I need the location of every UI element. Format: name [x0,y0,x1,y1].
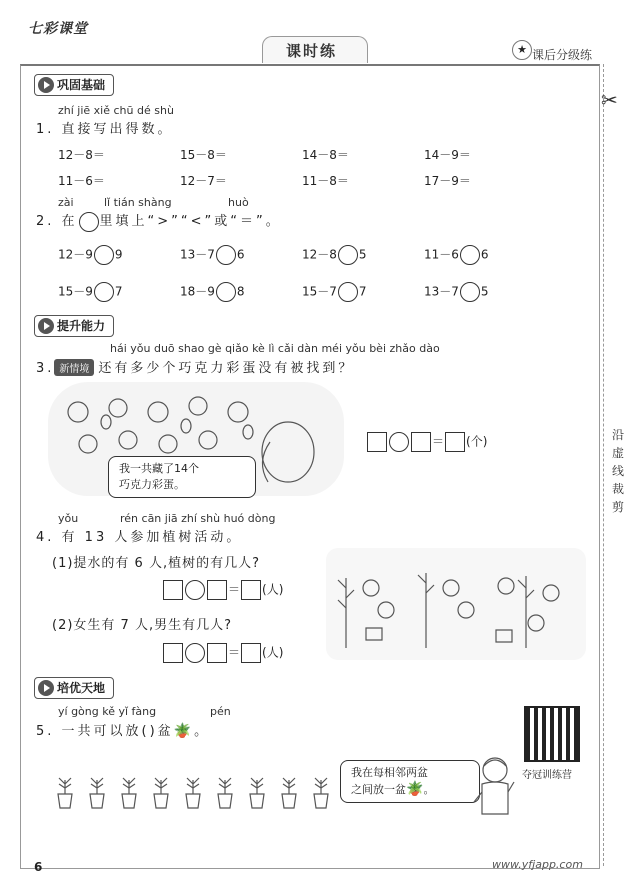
children-planting-drawing [326,548,586,660]
q5-text-a[interactable]: 5. 一共可以放( [36,724,150,739]
compare-circle[interactable] [94,282,114,302]
q2-text [36,210,282,232]
q5-pinyin: yí gòng kě yǐ fàng [58,705,157,718]
answer-box[interactable] [163,580,183,600]
answer-box[interactable] [445,432,465,452]
section-basic [34,74,114,96]
q4-answer-row-2: ＝ (人) [162,643,283,663]
q1-text: 1. 直接写出得数。 [36,122,174,137]
q3-text [36,357,354,376]
q1-pinyin: zhí jiē xiě chū dé shù [58,104,174,117]
answer-box[interactable] [411,432,431,452]
new-context-badge: 新情境 [54,359,94,376]
bubble-line: 之间放一盆 [351,783,406,796]
operator-circle[interactable] [389,432,409,452]
page-subtitle: 课后分级练 [532,48,593,62]
qr-code[interactable] [524,706,580,762]
q2-item: 18－9 8 [180,282,245,302]
section-improve [34,315,114,337]
page-number: 6 [34,860,43,874]
answer-box[interactable] [241,580,261,600]
play-icon [38,77,54,93]
section-improve-label: 提升能力 [57,319,106,333]
section-advanced [34,677,114,699]
scissors-icon: ✂ [601,88,618,112]
flower-pots-row [50,772,340,812]
q5-text-b: )盆 [149,724,174,739]
q5-text: 5. 一共可以放()盆🪴。 [36,723,211,739]
q3-pinyin: hái yǒu duō shao gè qiǎo kè lì cǎi dàn méi yǒu bèi zhǎo dào [110,342,440,355]
page-title: 课时练 [286,42,338,60]
unit-label: (个) [466,434,488,449]
q1-expr: 15－8＝ [180,148,227,162]
unit-label: (人) [262,582,284,597]
play-icon [38,318,54,334]
answer-box[interactable] [367,432,387,452]
q1-expr: 11－6＝ [58,174,105,188]
q1-expr: 14－8＝ [302,148,349,162]
q4-sub2: (2)女生有 7 人,男生有几人? [52,618,232,633]
answer-box[interactable] [207,643,227,663]
flower-pot-icon: 🪴 [406,781,424,797]
q3-question: 还有多少个巧克力彩蛋没有被找到？ [98,361,355,376]
q1-expr: 12－8＝ [58,148,105,162]
flower-pots-drawing [50,772,340,812]
speech-bubble: 我在每相邻两盆 之间放一盆🪴。 [340,760,480,803]
brand-logo: 七彩课堂 [28,21,88,37]
boy-figure [470,752,520,832]
q2-item: 13－7 6 [180,245,245,265]
qr-label: 夺冠训练营 [522,770,572,781]
compare-circle[interactable] [460,282,480,302]
watermark: www.yfjapp.com [492,858,583,871]
level-icon: ★ [512,40,532,60]
q2-text-a: 2. 在 [36,214,78,229]
compare-circle[interactable] [216,245,236,265]
q3-num: 3. [36,361,55,376]
answer-box[interactable] [207,580,227,600]
tree-planting-illustration [326,548,586,660]
operator-circle[interactable] [185,643,205,663]
answer-box[interactable] [163,643,183,663]
q4-pinyin: yǒu [58,512,79,525]
q2-item: 13－7 5 [424,282,489,302]
play-icon [38,680,54,696]
section-basic-label: 巩固基础 [57,78,106,92]
compare-circle[interactable] [94,245,114,265]
bubble-line: 我一共藏了14个 [119,462,199,475]
q2-text-b: 里填上“>”“<”或“＝”。 [99,214,282,229]
q4-text: 4. 有 13 人参加植树活动。 [36,530,243,545]
compare-circle[interactable] [216,282,236,302]
compare-circle[interactable] [460,245,480,265]
cut-line [603,64,604,866]
q5-pinyin: pén [210,705,231,718]
speech-bubble [108,456,256,498]
q2-pinyin: huò [228,196,249,209]
q2-pinyin: lǐ tián shàng [104,196,172,209]
operator-circle[interactable] [185,580,205,600]
q2-item: 15－7 7 [302,282,367,302]
cut-instruction: 沿虚线裁剪 [612,428,625,514]
q1-expr: 17－9＝ [424,174,471,188]
answer-box[interactable] [241,643,261,663]
boy-drawing [470,752,520,832]
q3-answer-row: ＝ (个) [366,432,487,452]
q2-pinyin: zài [58,196,74,209]
q2-item: 15－9 7 [58,282,123,302]
q4-pinyin: rén cān jiā zhí shù huó dòng [120,512,276,525]
q1-expr: 12－7＝ [180,174,227,188]
q1-expr: 14－9＝ [424,148,471,162]
unit-label: (人) [262,645,284,660]
q2-item: 11－6 6 [424,245,489,265]
q4-answer-row-1: ＝ (人) [162,580,283,600]
flower-pot-icon: 🪴 [173,723,195,739]
compare-circle[interactable] [338,245,358,265]
q2-item: 12－8 5 [302,245,367,265]
bubble-line: 我在每相邻两盆 [351,766,428,779]
circle-icon [79,212,99,232]
bubble-line: 巧克力彩蛋。 [119,478,185,491]
q2-item: 12－9 9 [58,245,123,265]
q4-sub1: (1)提水的有 6 人,植树的有几人? [52,556,260,571]
section-advanced-label: 培优天地 [57,681,106,695]
q1-expr: 11－8＝ [302,174,349,188]
compare-circle[interactable] [338,282,358,302]
